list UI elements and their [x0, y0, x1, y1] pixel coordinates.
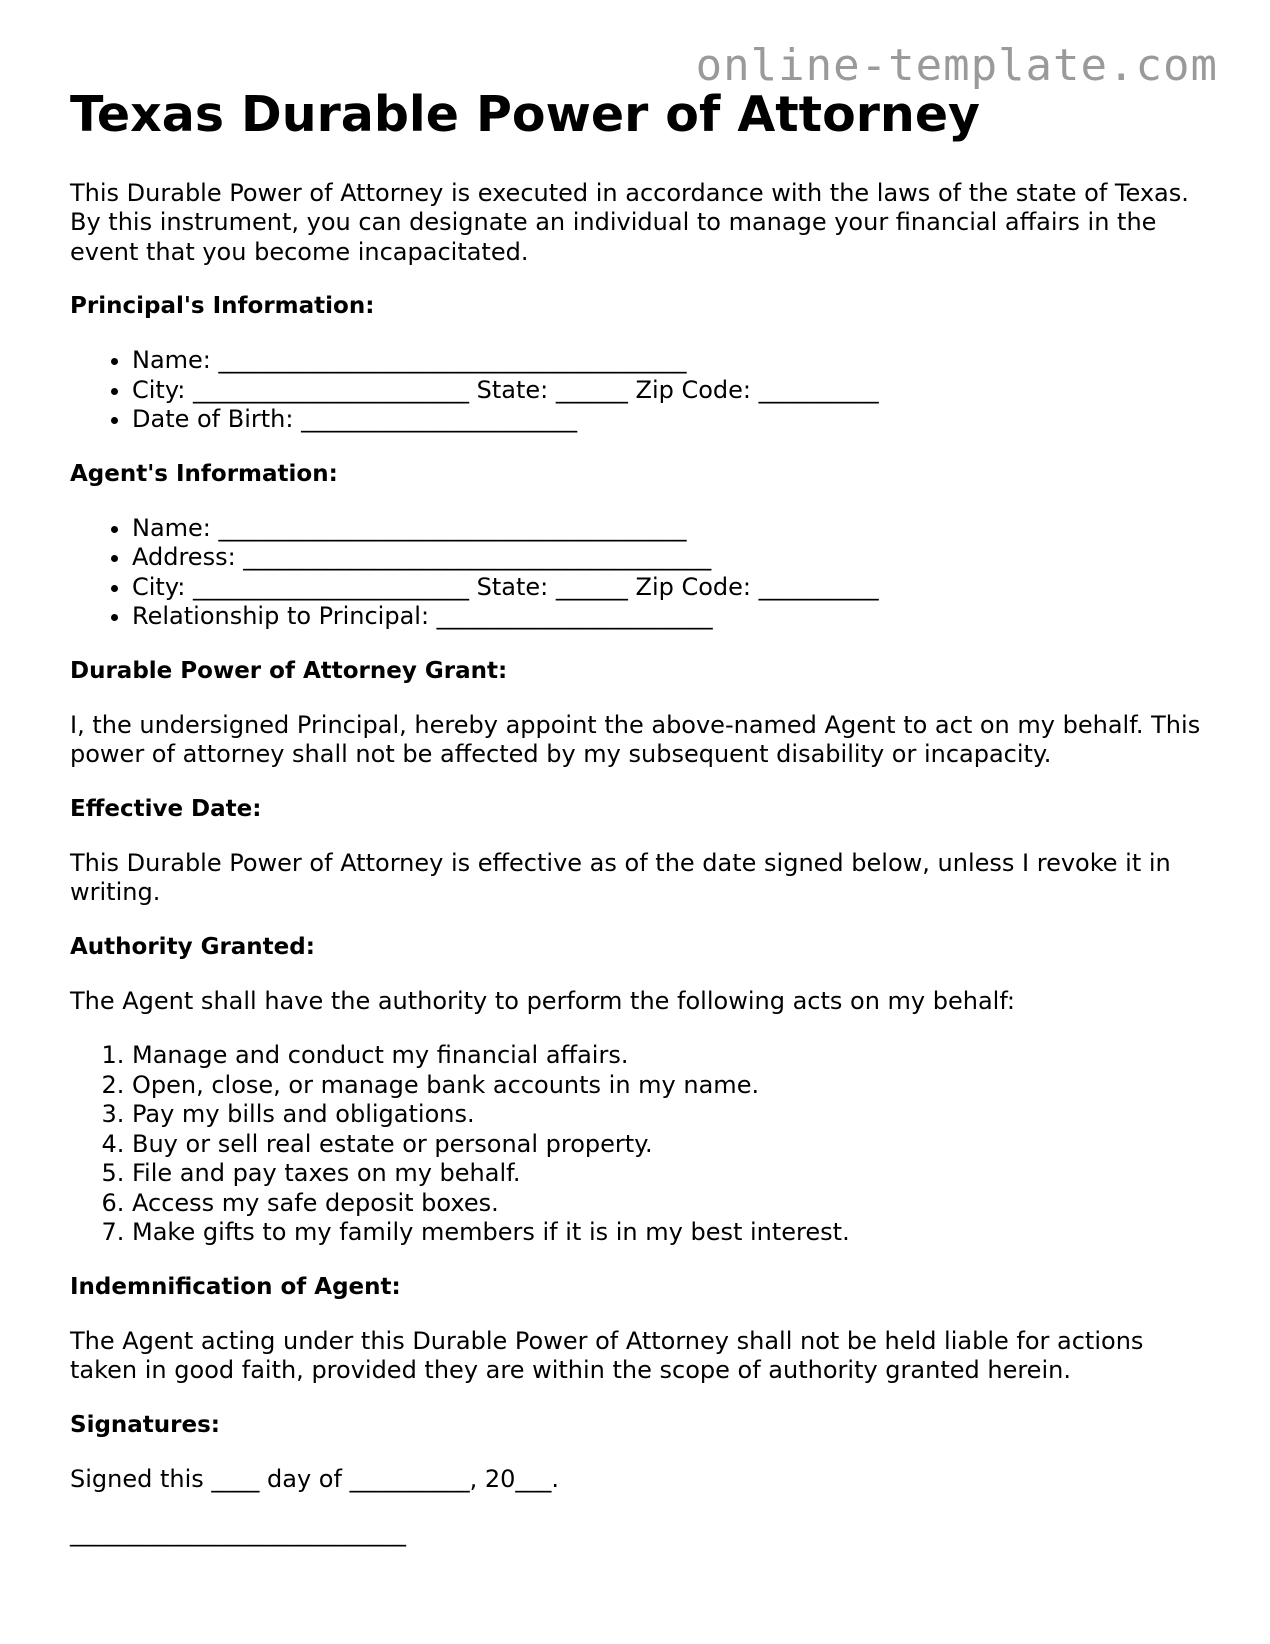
- document-page: [70, 86, 1210, 1574]
- watermark: online-template.com: [695, 40, 1218, 91]
- principal-name-field: • Name: _______________________________________: [132, 346, 1210, 376]
- signed-date-line: Signed this ____ day of __________, 20___.: [70, 1464, 559, 1493]
- authority-item: 7. Make gifts to my family members if it is in my best interest.: [132, 1218, 1210, 1248]
- principal-fields: [70, 346, 1210, 435]
- agent-fields: [70, 514, 1210, 632]
- intro-paragraph: This Durable Power of Attorney is executed in accordance with the laws of the state of Texas. By this instrument, you can designate an individual to manage your financial affairs in the event that you become incapacitated.: [70, 178, 1189, 266]
- authority-paragraph: The Agent shall have the authority to perform the following acts on my behalf:: [70, 986, 1016, 1015]
- signature-line: ____________________________: [70, 1519, 406, 1548]
- indemnification-paragraph: The Agent acting under this Durable Power of Attorney shall not be held liable for actions taken in good faith, provided they are within the scope of authority granted herein.: [70, 1326, 1144, 1385]
- authority-item: 6. Access my safe deposit boxes.: [132, 1189, 1210, 1219]
- indemnification-heading: Indemnification of Agent:: [70, 1273, 401, 1300]
- authority-item: 2. Open, close, or manage bank accounts in my name.: [132, 1071, 1210, 1101]
- agent-heading: Agent's Information:: [70, 460, 338, 487]
- grant-heading: Durable Power of Attorney Grant:: [70, 657, 508, 684]
- authority-heading: Authority Granted:: [70, 933, 315, 960]
- grant-paragraph: I, the undersigned Principal, hereby appoint the above-named Agent to act on my behalf. This power of attorney shall not be affected by my subsequent disability or incapacity.: [70, 710, 1201, 769]
- authority-item: 1. Manage and conduct my financial affairs.: [132, 1041, 1210, 1071]
- agent-address-field: • Address: _______________________________________: [132, 543, 1210, 573]
- principal-dob-field: • Date of Birth: _______________________: [132, 405, 1210, 435]
- document-title: Texas Durable Power of Attorney: [70, 86, 980, 143]
- agent-name-field: • Name: _______________________________________: [132, 514, 1210, 544]
- authority-item: 4. Buy or sell real estate or personal property.: [132, 1130, 1210, 1160]
- authority-item: 3. Pay my bills and obligations.: [132, 1100, 1210, 1130]
- effective-date-paragraph: This Durable Power of Attorney is effective as of the date signed below, unless I revoke it in writing.: [70, 848, 1171, 907]
- principal-city-field: • City: _______________________ State: ______ Zip Code: __________: [132, 376, 1210, 406]
- agent-relationship-field: • Relationship to Principal: _______________________: [132, 602, 1210, 632]
- signatures-heading: Signatures:: [70, 1411, 221, 1438]
- principal-heading: Principal's Information:: [70, 293, 375, 320]
- authority-item: 5. File and pay taxes on my behalf.: [132, 1159, 1210, 1189]
- authority-list: [70, 1041, 1210, 1248]
- agent-city-field: • City: _______________________ State: ______ Zip Code: __________: [132, 573, 1210, 603]
- effective-date-heading: Effective Date:: [70, 795, 262, 822]
